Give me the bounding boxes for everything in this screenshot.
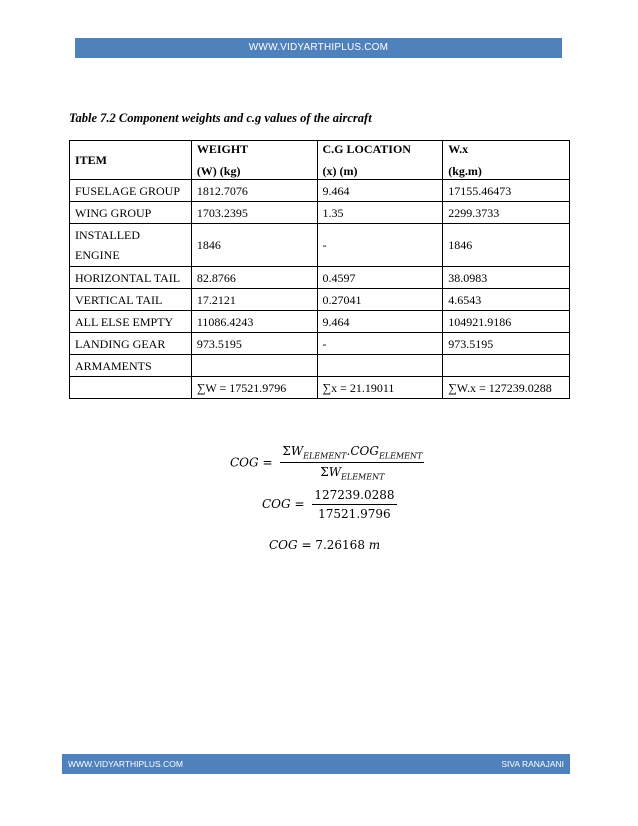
cell-wx: [443, 355, 570, 377]
cog-result-value: 7.26168: [315, 538, 365, 552]
table-row: [70, 202, 570, 224]
footer-author: SIVA RANAJANI: [501, 759, 564, 769]
table-caption: Table 7.2 Component weights and c.g values of the aircraft: [69, 111, 372, 125]
table-row: [70, 333, 570, 355]
cell-total-cg: ∑x = 21.19011: [317, 377, 443, 399]
cell-cg: 0.4597: [317, 267, 443, 289]
component-weights-table: [69, 140, 570, 399]
cell-wx: 38.0983: [443, 267, 570, 289]
cell-item: LANDING GEAR: [70, 333, 192, 355]
cell-weight: 17.2121: [191, 289, 317, 311]
cell-item: VERTICAL TAIL: [70, 289, 192, 311]
table-row: [70, 224, 570, 267]
cell-weight: [191, 355, 317, 377]
footer-bar: [62, 754, 570, 774]
cog-formula: COG = $\frac{\Sigma W_{ELEMENT}.COG_{ELEMENT}}{\Sigma W_{ELEMENT}}$: [230, 444, 423, 482]
cell-item: FUSELAGE GROUP: [70, 180, 192, 202]
table-row: [70, 311, 570, 333]
cell-weight: 82.8766: [191, 267, 317, 289]
cog-result-unit: m: [368, 538, 381, 552]
table-header-row: [70, 141, 570, 180]
table-row: [70, 289, 570, 311]
cell-weight: 1812.7076: [191, 180, 317, 202]
cell-cg: -: [317, 224, 443, 267]
cell-cg: 9.464: [317, 180, 443, 202]
cell-wx: 2299.3733: [443, 202, 570, 224]
header-wx: W.x (kg.m): [443, 141, 570, 180]
cell-weight: 11086.4243: [191, 311, 317, 333]
cell-item: ARMAMENTS: [70, 355, 192, 377]
table-total-row: [70, 377, 570, 399]
header-site-link[interactable]: WWW.VIDYARTHIPLUS.COM: [248, 42, 389, 53]
table-row: [70, 180, 570, 202]
cell-item: [70, 377, 192, 399]
cell-weight: 1846: [191, 224, 317, 267]
cell-cg: 1.35: [317, 202, 443, 224]
cog-substitution-numerator: 127239.0288: [312, 488, 396, 505]
cog-result: COG = 7.26168 m: [269, 538, 381, 552]
table-row: [70, 267, 570, 289]
cell-wx: 17155.46473: [443, 180, 570, 202]
header-cg-location: C.G LOCATION (x) (m): [317, 141, 443, 180]
cog-formula-numerator: $\Sigma W_{ELEMENT}.COG_{ELEMENT}$: [280, 444, 424, 463]
cell-wx: 104921.9186: [443, 311, 570, 333]
cog-formula-denominator: $\Sigma W_{ELEMENT}$: [320, 465, 385, 482]
cell-total-weight: ∑W = 17521.9796: [191, 377, 317, 399]
cell-total-wx: ∑W.x = 127239.0288: [443, 377, 570, 399]
cell-item: WING GROUP: [70, 202, 192, 224]
cell-wx: 1846: [443, 224, 570, 267]
header-bar: [75, 38, 562, 58]
footer-site-link[interactable]: WWW.VIDYARTHIPLUS.COM: [68, 759, 183, 769]
cog-formula-fraction: [280, 444, 424, 482]
cell-cg: [317, 355, 443, 377]
cell-cg: 9.464: [317, 311, 443, 333]
cell-weight: 973.5195: [191, 333, 317, 355]
header-item: ITEM: [70, 141, 192, 180]
cog-substitution-fraction: [312, 488, 396, 521]
cell-item: HORIZONTAL TAIL: [70, 267, 192, 289]
cell-cg: -: [317, 333, 443, 355]
cell-wx: 973.5195: [443, 333, 570, 355]
cell-weight: 1703.2395: [191, 202, 317, 224]
table-row: [70, 355, 570, 377]
cell-cg: 0.27041: [317, 289, 443, 311]
cell-item: ALL ELSE EMPTY: [70, 311, 192, 333]
cell-wx: 4.6543: [443, 289, 570, 311]
cell-item: INSTALLED ENGINE: [70, 224, 192, 267]
cog-substitution-denominator: 17521.9796: [318, 507, 391, 521]
header-weight: WEIGHT (W) (kg): [191, 141, 317, 180]
cog-substitution: COG = $\frac{127239.0288}{17521.9796}$: [262, 488, 395, 521]
